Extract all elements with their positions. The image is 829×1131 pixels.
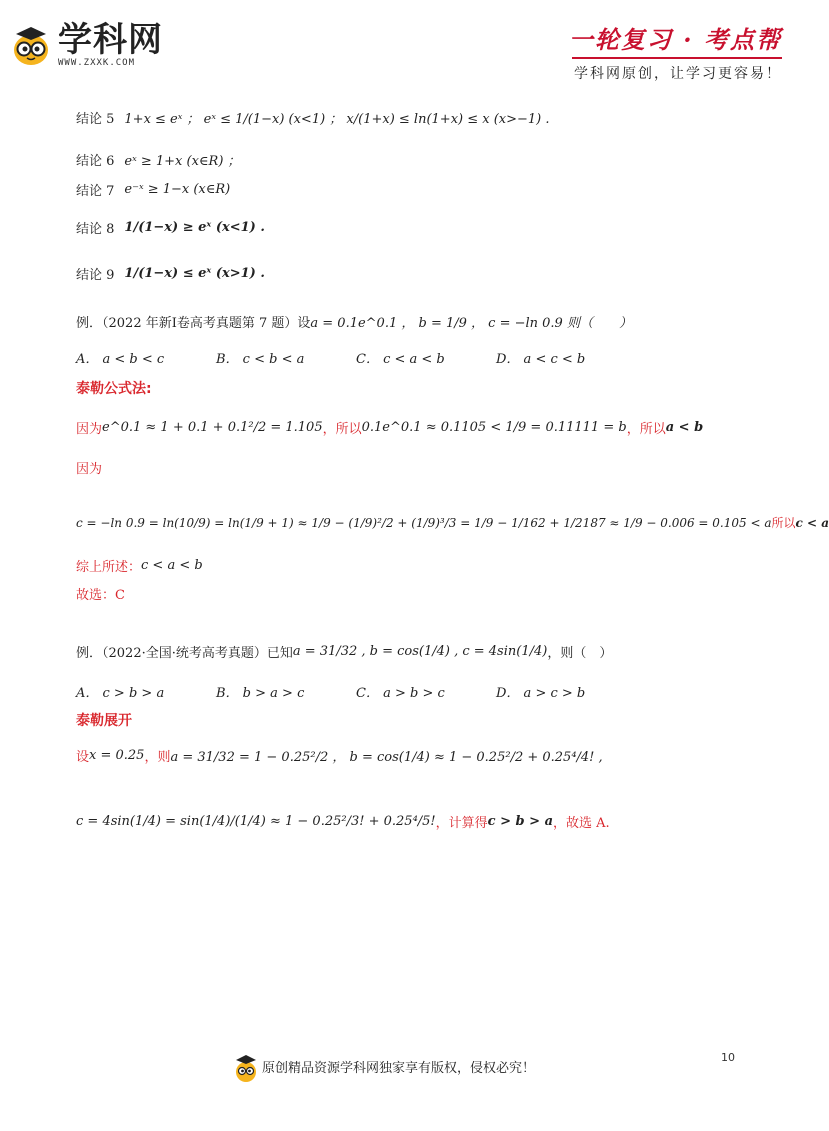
example1-step3 <box>76 514 829 531</box>
slogan-divider <box>572 57 782 59</box>
option-b: B． b > a > c <box>216 686 305 701</box>
text: 因为 <box>76 422 103 437</box>
example2-step2 <box>76 812 610 831</box>
text: ，所以 <box>626 422 666 437</box>
option-c: C． a > b > c <box>356 686 445 701</box>
option-a: A． a < b < c <box>76 352 165 367</box>
text: ，则 <box>144 750 171 765</box>
example2-question <box>76 642 612 661</box>
conclusion-6 <box>76 150 241 169</box>
option-a: A． c > b > a <box>76 686 165 701</box>
conclusion-formula: 1/(1−x) ≥ eˣ (x<1) . <box>124 220 265 235</box>
example2-question-math: a = 31/32 , b = cos(1/4) , c = 4sin(1/4) <box>292 644 548 659</box>
conclusion-8 <box>76 218 265 237</box>
conclusion-formula: 1/(1−x) ≤ eˣ (x>1) . <box>124 266 265 281</box>
conclusion-9 <box>76 264 265 283</box>
header-slogan <box>569 20 782 83</box>
owl-mascot-icon <box>234 1053 258 1083</box>
example1-options <box>76 348 636 367</box>
math-result: a < b <box>665 420 704 435</box>
conclusion-5 <box>76 108 550 127</box>
example2-question-post: ，则（ ） <box>547 646 613 661</box>
text: ，所以 <box>322 422 362 437</box>
example1-question <box>76 312 632 331</box>
math: x = 0.25 <box>89 748 145 763</box>
slogan-main: 一轮复习 · 考点帮 <box>568 25 782 54</box>
conclusion-label: 结论 8 <box>76 222 115 237</box>
copyright-text: 原创精品资源学科网独家享有版权，侵权必究！ <box>262 1061 536 1076</box>
logo-url: WWW.ZXXK.COM <box>58 58 136 68</box>
example2-method-title: 泰勒展开 <box>76 713 132 729</box>
page-number: 10 <box>721 1051 735 1064</box>
slogan-sub: 学科网原创，让学习更容易！ <box>574 66 782 82</box>
conclusion-formula: e⁻ˣ ≥ 1−x (x∈R) <box>124 182 231 197</box>
owl-mascot-icon <box>10 24 52 66</box>
text: 设 <box>76 750 90 765</box>
conclusion-7 <box>76 180 230 199</box>
text: 所以 <box>771 516 796 530</box>
text: ，故选 A. <box>553 816 610 831</box>
math: c < a < b <box>141 558 203 573</box>
math-result: c > b > a <box>487 814 553 829</box>
example2-options <box>76 682 636 701</box>
example2-step1 <box>76 746 603 765</box>
text: 综上所述： <box>76 560 142 575</box>
example1-summary <box>76 556 203 575</box>
math: c = 4sin(1/4) = sin(1/4)/(1/4) ≈ 1 − 0.25²/3! + 0.25⁴/5! <box>76 814 436 829</box>
conclusion-formula: 1+x ≤ eˣ ； eˣ ≤ 1/(1−x) (x<1) ； x/(1+x) ≤ ln(1+x) ≤ x (x>−1) . <box>124 112 550 127</box>
math: c = −ln 0.9 = ln(10/9) = ln(1/9 + 1) ≈ 1/9 − (1/9)²/2 + (1/9)³/3 = 1/9 − 1/162 + 1/2187 ≈ 1/9 − 0.006 = 0.105 < a <box>76 515 772 530</box>
option-d: D． a > c > b <box>496 686 586 701</box>
example2-prefix: 例．（2022·全国·统考高考真题）已知 <box>76 646 293 661</box>
option-b: B． c < b < a <box>216 352 305 367</box>
conclusion-label: 结论 9 <box>76 268 115 283</box>
page-footer <box>0 1045 800 1095</box>
math: 0.1e^0.1 ≈ 0.1105 < 1/9 = 0.11111 = b <box>361 420 627 435</box>
math: e^0.1 ≈ 1 + 0.1 + 0.1²/2 = 1.105 <box>102 420 323 435</box>
site-logo[interactable] <box>10 22 163 68</box>
page-header <box>0 0 800 90</box>
conclusion-label: 结论 7 <box>76 184 115 199</box>
math-result: c < a <box>795 515 829 530</box>
math: a = 31/32 = 1 − 0.25²/2 ， b = cos(1/4) ≈ 1 − 0.25²/2 + 0.25⁴/4! , <box>170 750 603 765</box>
example1-prefix: 例．（2022 年新I卷高考真题第 7 题）设 <box>76 316 311 331</box>
option-c: C． c < a < b <box>356 352 445 367</box>
conclusion-formula: eˣ ≥ 1+x (x∈R) ； <box>124 154 241 169</box>
example1-method-title: 泰勒公式法: <box>76 381 152 397</box>
example1-step1 <box>76 418 703 437</box>
conclusion-label: 结论 5 <box>76 112 115 127</box>
text: ，计算得 <box>435 816 488 831</box>
example1-answer: 故选：C <box>76 588 125 603</box>
example1-step2: 因为 <box>76 462 103 477</box>
option-d: D． a < c < b <box>496 352 586 367</box>
logo-title: 学科网 <box>58 20 163 60</box>
example1-question-math: a = 0.1e^0.1 ， b = 1/9 ， c = −ln 0.9 则（ ） <box>310 316 632 331</box>
conclusion-label: 结论 6 <box>76 154 115 169</box>
